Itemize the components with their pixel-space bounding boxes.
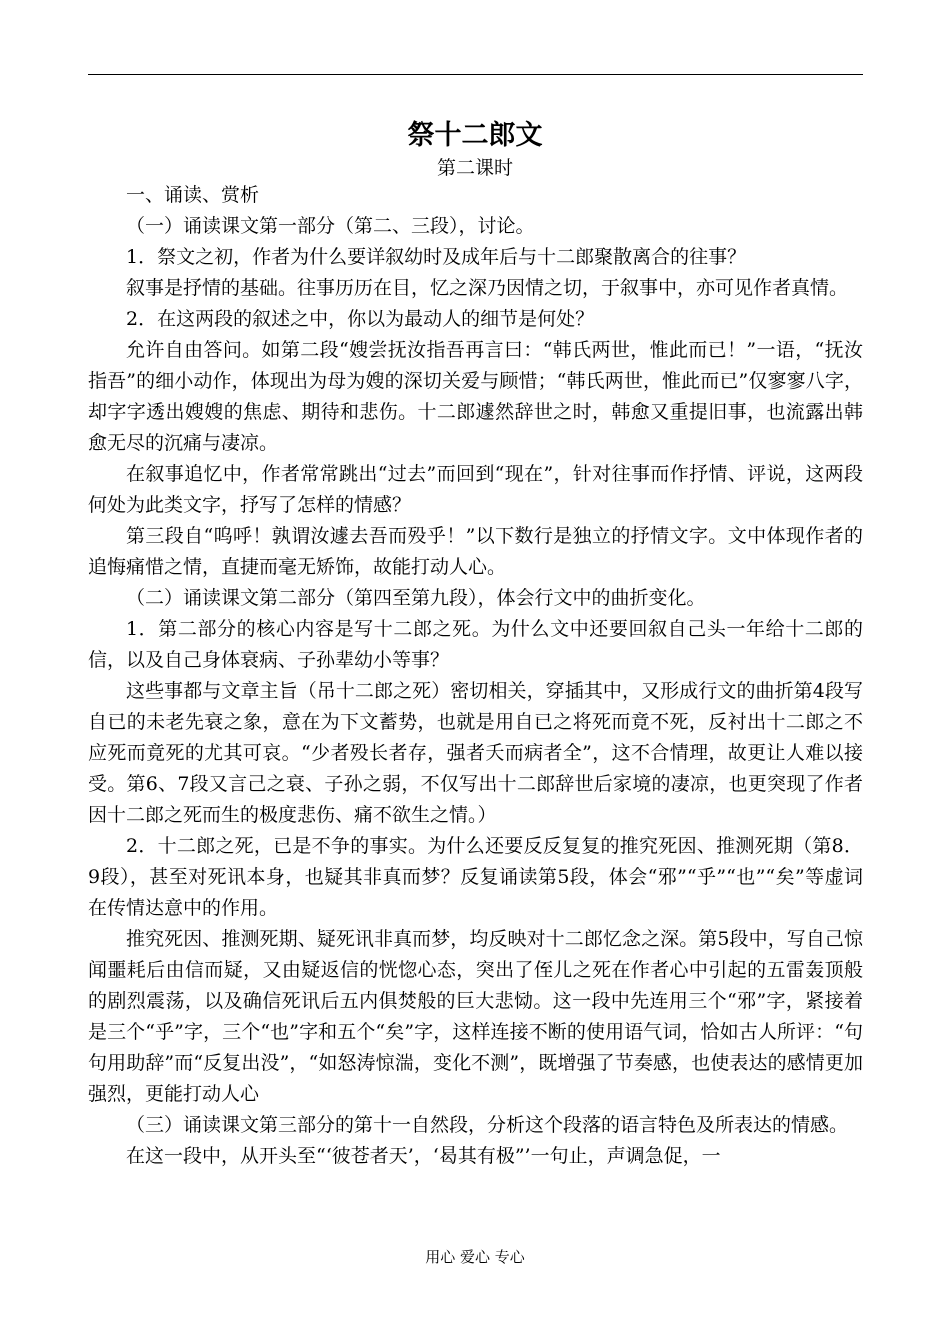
answer-paragraph: 叙事是抒情的基础。往事历历在目，忆之深乃因情之切，于叙事中，亦可见作者真情。 bbox=[126, 277, 849, 299]
section-heading: 一、诵读、赏析 bbox=[126, 184, 260, 206]
question: 在叙事追忆中，作者常常跳出“过去”而回到“现在”，针对往事而作抒情、评说，这两段何处为此类文字，抒写了怎样的情感？ bbox=[88, 463, 863, 516]
subsection-heading: （一）诵读课文第一部分（第二、三段），讨论。 bbox=[126, 215, 535, 237]
document-title: 祭十二郎文 bbox=[407, 120, 543, 151]
page-footer: 用心 爱心 专心 bbox=[425, 1248, 525, 1266]
subsection-heading: （三）诵读课文第三部分的第十一自然段，分析这个段落的语言特色及所表达的情感。 bbox=[126, 1114, 849, 1136]
answer-paragraph: 允许自由答问。如第二段“嫂尝抚汝指吾再言曰：“韩氏两世，惟此而已！”一语，“抚汝指吾”的细小动作，体现出为母为嫂的深切关爱与顾惜；“韩氏两世，惟此而已”仅寥寥八字，却字字透出嫂嫂的焦虑、期待和悲伤。十二郎遽然辞世之时，韩愈又重提旧事，也流露出韩愈无尽的沉痛与凄凉。 bbox=[88, 339, 863, 454]
question: 2．在这两段的叙述之中，你以为最动人的细节是何处？ bbox=[126, 308, 595, 330]
header-rule bbox=[88, 74, 863, 75]
answer-paragraph: 推究死因、推测死期、疑死讯非真而梦，均反映对十二郎忆念之深。第5段中，写自己惊闻噩耗后由信而疑，又由疑返信的恍惚心态，突出了侄儿之死在作者心中引起的五雷轰顶般的剧烈震荡，以及确信死讯后五内俱焚般的巨大悲恸。这一段中先连用三个“邪”字，紧接着是三个“乎”字，三个“也”字和五个“矣”字，这样连接不断的使用语气词，恰如古人所评：“句句用助辞”而“反复出没”，“如怒涛惊湍，变化不测”，既增强了节奏感，也使表达的感情更加强烈，更能打动人心 bbox=[88, 928, 863, 1105]
subsection-heading: （二）诵读课文第二部分（第四至第九段），体会行文中的曲折变化。 bbox=[126, 587, 706, 609]
answer-paragraph: 这些事都与文章主旨（吊十二郎之死）密切相关，穿插其中，又形成行文的曲折第4段写自已的未老先衰之象，意在为下文蓄势，也就是用自已之将死而竟不死，反衬出十二郎之不应死而竟死的尤其可哀。“少者殁长者存，强者夭而病者全”，这不合情理，故更让人难以接受。第6、7段又言己之衰、子孙之弱，不仅写出十二郎辞世后家境的凄凉，也更突现了作者因十二郎之死而生的极度悲伤、痛不欲生之情。） bbox=[88, 680, 863, 826]
question: 1．祭文之初，作者为什么要详叙幼时及成年后与十二郎聚散离合的往事？ bbox=[126, 246, 747, 268]
document-subtitle: 第二课时 bbox=[436, 157, 513, 179]
question: 1．第二部分的核心内容是写十二郎之死。为什么文中还要回叙自己头一年给十二郎的信，以及自己身体衰病、子孙辈幼小等事？ bbox=[88, 618, 863, 671]
document-body bbox=[88, 180, 863, 1172]
answer-paragraph: 第三段自“呜呼！孰谓汝遽去吾而殁乎！”以下数行是独立的抒情文字。文中体现作者的追悔痛惜之情，直捷而毫无矫饰，故能打动人心。 bbox=[88, 525, 863, 578]
question: 2．十二郎之死，已是不争的事实。为什么还要反反复复的推究死因、推测死期（第8．9段），甚至对死讯本身，也疑其非真而梦？反复诵读第5段，体会“邪”“乎”“也”“矣”等虚词在传情达意中的作用。 bbox=[88, 835, 863, 919]
answer-paragraph: 在这一段中，从开头至“‘彼苍者天’，‘曷其有极”’一句止，声调急促，一 bbox=[126, 1145, 721, 1167]
